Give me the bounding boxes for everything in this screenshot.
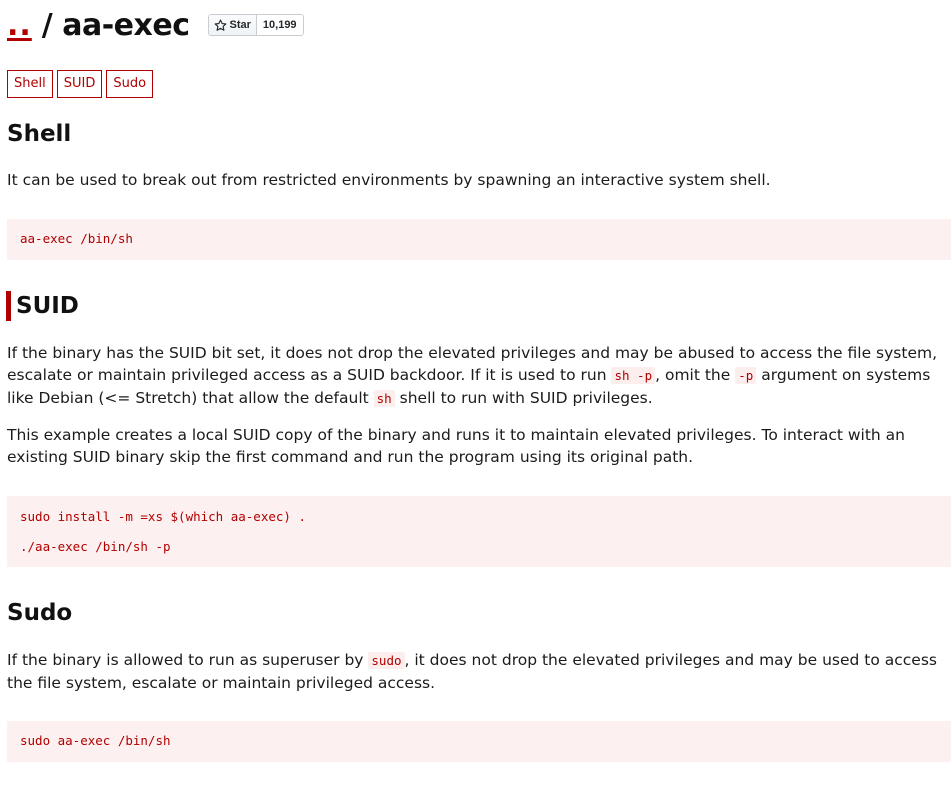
section-heading-suid: SUID xyxy=(6,291,79,321)
code-block-shell xyxy=(7,219,951,260)
tag-suid[interactable]: SUID xyxy=(57,70,103,98)
tag-shell[interactable]: Shell xyxy=(7,70,53,98)
text-run: shell to run with SUID privileges. xyxy=(394,389,653,407)
github-star-widget xyxy=(208,14,304,36)
text-run: , it does not drop the elevated privileges and may be used to access the file system, escalate or maintain privileged access. xyxy=(7,651,937,692)
page-title xyxy=(42,8,190,43)
code-line: ./aa-exec /bin/sh -p xyxy=(20,539,171,554)
code-line: sudo install -m =xs $(which aa-exec) . xyxy=(20,509,306,524)
inline-code: sh xyxy=(374,390,395,407)
tag-sudo[interactable]: Sudo xyxy=(106,70,153,98)
code-block-suid xyxy=(7,496,951,567)
star-label: Star xyxy=(229,19,251,31)
code-line: sudo aa-exec /bin/sh xyxy=(20,733,171,748)
section-shell-description: It can be used to break out from restricted environments by spawning an interactive system shell. xyxy=(7,171,771,189)
inline-code: -p xyxy=(735,367,756,384)
section-suid-description xyxy=(7,342,951,410)
star-icon xyxy=(214,19,227,32)
text-run: If the binary has the SUID bit set, it does not drop the elevated privileges and may be abused to access the file system, escalate or maintain privileged access as a SUID backdoor. If it is used to run xyxy=(7,344,937,384)
star-count[interactable]: 10,199 xyxy=(257,15,303,35)
inline-code: sh -p xyxy=(611,367,655,384)
section-heading-sudo: Sudo xyxy=(7,600,73,626)
section-heading-shell: Shell xyxy=(7,121,72,147)
text-run: argument on systems like Debian (<= Stretch) that allow the default xyxy=(7,366,931,407)
section-sudo-description xyxy=(7,649,951,694)
inline-code: sudo xyxy=(368,652,404,669)
title-separator: / xyxy=(41,7,53,43)
page-header xyxy=(7,4,304,46)
title-name: aa-exec xyxy=(62,7,190,43)
star-button[interactable] xyxy=(209,15,257,35)
text-run: , omit the xyxy=(655,366,736,384)
code-line: aa-exec /bin/sh xyxy=(20,231,133,246)
parent-link[interactable]: .. xyxy=(7,7,32,43)
section-suid-example-description: This example creates a local SUID copy of the binary and runs it to maintain elevated privileges. To interact with an existing SUID binary skip the first command and run the program using its original path. xyxy=(7,426,906,466)
code-block-sudo xyxy=(7,721,951,762)
function-tags xyxy=(7,70,153,98)
text-run: If the binary is allowed to run as superuser by xyxy=(7,651,369,669)
